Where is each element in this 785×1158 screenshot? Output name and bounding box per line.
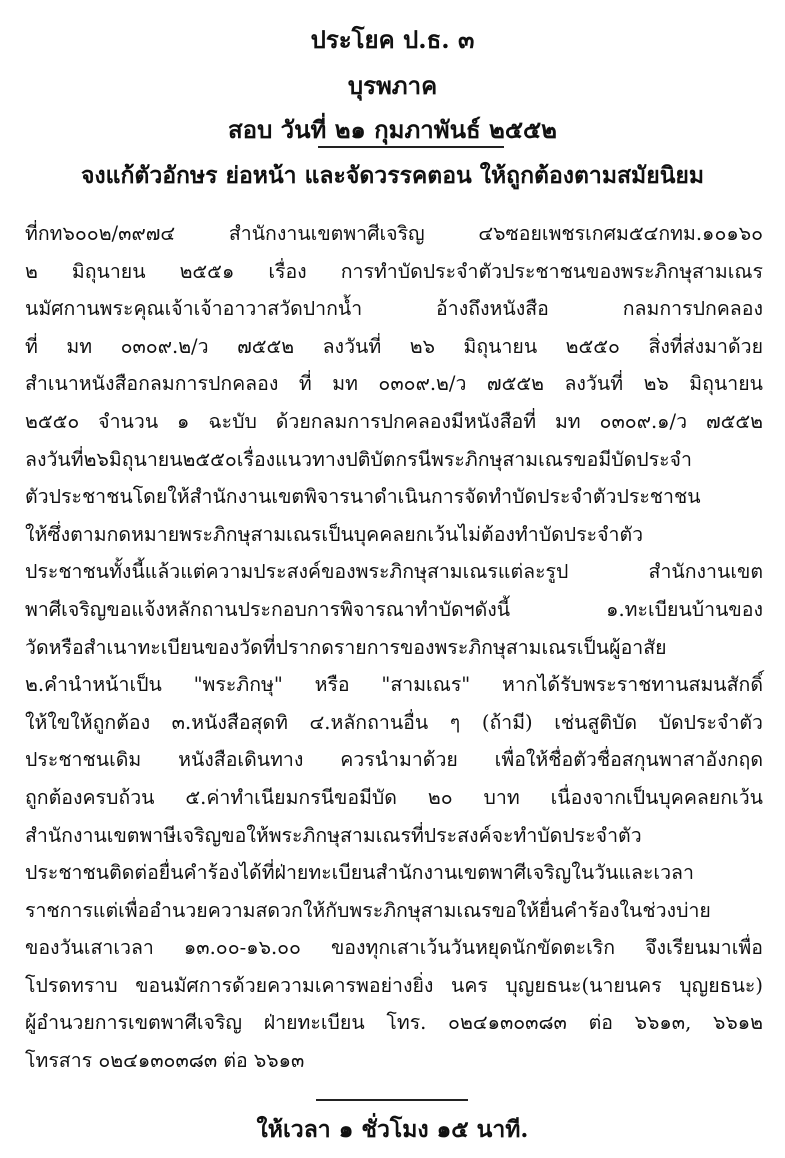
passage-line: ที่กท๖๐๐๒/๓๙๗๔ สำนักงานเขตพาศีเจริญ ๔๖ซอยเพชรเกศม๕๔กทม.๑๐๑๖๐ <box>25 222 763 245</box>
passage-line: นมัศกานพระคุณเจ้าเจ้าอาวาสวัดปากน้ำ อ้างถึงหนังสือ กลมการปกคลอง <box>25 297 763 321</box>
time-allowed: ให้เวลา ๑ ชั่วโมง ๑๕ นาที. <box>256 1116 529 1143</box>
passage-line: พาศีเจริญขอแจ้งหลักถานประกอบการพิจารณาทำบัดฯดังนี้ ๑.ทะเบียนบ้านของ <box>25 597 763 621</box>
top-divider <box>318 146 504 148</box>
passage-line: ที่ มท ๐๓๐๙.๒/ว ๗๕๕๒ ลงวันที่ ๒๖ มิถุนายน ๒๕๕๐ สิ่งที่ส่งมาด้วย <box>25 334 763 358</box>
exam-passage <box>25 215 763 1080</box>
exam-section-heading: บุรพภาค <box>347 71 438 100</box>
passage-line: ราชการแต่เพื่ออำนวยความสดวกให้กับพระภิกษุสามเณรขอให้ยื่นคำร้องในช่วงบ่าย <box>25 898 711 922</box>
passage-line: ๒ มิถุนายน ๒๕๕๑ เรื่อง การทำบัดประจำตัวประชาชนของพระภิกษุสามเณร <box>25 259 763 283</box>
bottom-divider <box>316 1099 468 1101</box>
passage-line: วัดหรือสำเนาทะเบียนของวัดที่ปรากดรายการของพระภิกษุสามเณรเป็นผู้อาสัย <box>25 635 667 659</box>
passage-line: ประชาชนทั้งนี้แล้วแต่ความประสงค์ของพระภิกษุสามเณรแต่ละรูป สำนักงานเขต <box>25 560 763 584</box>
passage-line: ผู้อำนวยการเขตพาศีเจริญ ฝ่ายทะเบียน โทร. ๐๒๔๑๓๐๓๘๓ ต่อ ๖๖๑๓, ๖๖๑๒ <box>25 1011 763 1035</box>
passage-line: ประชาชนติดต่อยื่นคำร้องได้ที่ฝ่ายทะเบียนสำนักงานเขตพาศีเจริญในวันและเวลา <box>25 861 694 885</box>
passage-line: โทรสาร ๐๒๔๑๓๐๓๘๓ ต่อ ๖๖๑๓ <box>25 1049 305 1073</box>
exam-level-heading: ประโยค ป.ธ. ๓ <box>310 25 475 54</box>
passage-line: สำเนาหนังสือกลมการปกคลอง ที่ มท ๐๓๐๙.๒/ว ๗๕๕๒ ลงวันที่ ๒๖ มิถุนายน <box>25 372 763 396</box>
passage-line: สำนักงานเขตพาษีเจริญขอให้พระภิกษุสามเณรที่ประสงค์จะทำบัดประจำตัว <box>25 823 642 847</box>
passage-line: ๒.คำนำหน้าเป็น "พระภิกษุ" หรือ "สามเณร" หากได้รับพระราชทานสมนสักดิ์ <box>25 673 763 697</box>
passage-line: ถูกต้องครบถ้วน ๕.ค่าทำเนียมกรนีขอมีบัด ๒๐ บาท เนื่องจากเป็นบุคคลยกเว้น <box>25 785 763 809</box>
passage-line: ของวันเสาเวลา ๑๓.๐๐-๑๖.๐๐ ของทุกเสาเว้นวันหยุดนักขัดตะเริก จึงเรียนมาเพื่อ <box>25 936 763 960</box>
passage-line: ๒๕๕๐ จำนวน ๑ ฉะบับ ด้วยกลมการปกคลองมีหนังสือที่ มท ๐๓๐๙.๑/ว ๗๕๕๒ <box>25 409 763 433</box>
passage-line: ประชาชนเดิม หนังสือเดินทาง ควรนำมาด้วย เพื่อให้ชื่อตัวชื่อสกุนพาสาอังกฤด <box>25 748 763 772</box>
exam-instruction: จงแก้ตัวอักษร ย่อหน้า และจัดวรรคตอน ให้ถูกต้องตามสมัยนิยม <box>80 162 705 189</box>
passage-line: โปรดทราบ ขอนมัศการด้วยความเคารพอย่างยิ่ง นคร บุญยธนะ(นายนคร บุญยธนะ) <box>25 973 763 997</box>
exam-date-heading: สอบ วันที่ ๒๑ กุมภาพันธ์ ๒๕๕๒ <box>228 115 557 144</box>
passage-line: ลงวันที่๒๖มิถุนายน๒๕๕๐เรื่องแนวทางปติบัตกรนีพระภิกษุสามเณรขอมีบัดประจำ <box>25 447 692 471</box>
passage-line: ตัวประชาชนโดยให้สำนักงานเขตพิจารนาดำเนินการจัดทำบัดประจำตัวประชาชน <box>25 485 701 509</box>
passage-line: ให้ใขให้ถูกต้อง ๓.หนังสือสุดทิ ๔.หลักถานอื่น ๆ (ถ้ามี) เช่นสูติบัด บัดประจำตัว <box>25 710 763 734</box>
passage-line: ให้ซึ่งตามกดหมายพระภิกษุสามเณรเป็นบุคคลยกเว้นไม่ต้องทำบัดประจำตัว <box>25 522 644 546</box>
